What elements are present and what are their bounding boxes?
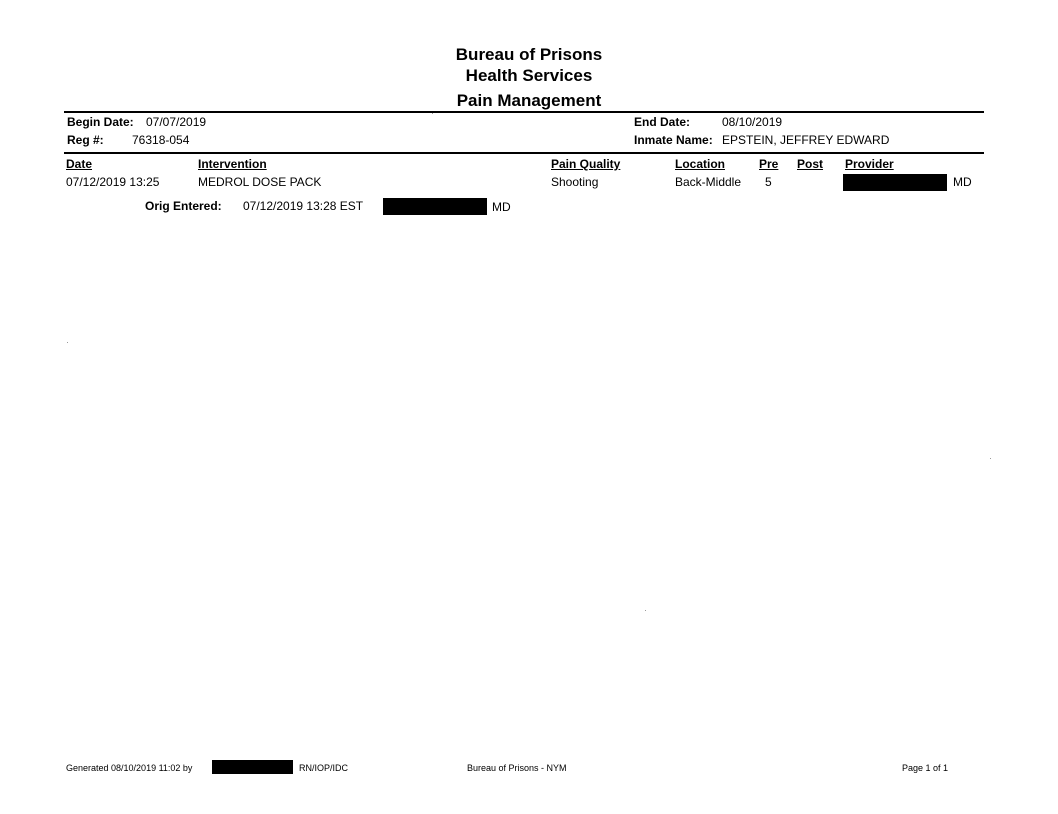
column-header-post: Post (797, 157, 824, 171)
end-date-label: End Date: (634, 115, 691, 129)
footer-facility: Bureau of Prisons - NYM (467, 763, 567, 773)
reg-number-value: 76318-054 (132, 133, 190, 147)
row-pre-score: 5 (765, 175, 772, 189)
orig-entered-label: Orig Entered: (145, 199, 222, 213)
inmate-name-label: Inmate Name: (634, 133, 713, 147)
row-pain-quality: Shooting (551, 175, 599, 189)
column-header-date: Date (66, 157, 93, 171)
row-location: Back-Middle (675, 175, 742, 189)
footer-role: RN/IOP/IDC (299, 763, 349, 773)
row-provider-suffix: MD (953, 175, 972, 189)
header-divider (64, 111, 984, 113)
column-header-provider: Provider (845, 157, 894, 171)
report-title: Pain Management (456, 91, 602, 110)
department-title: Health Services (465, 66, 593, 85)
row-intervention: MEDROL DOSE PACK (198, 175, 322, 189)
scan-speck (432, 113, 433, 114)
reg-number-label: Reg #: (67, 133, 104, 147)
column-header-pre: Pre (759, 157, 779, 171)
enterer-name-redaction (383, 198, 487, 215)
begin-date-value: 07/07/2019 (146, 115, 207, 129)
footer-generated: Generated 08/10/2019 11:02 by (66, 763, 193, 773)
inmate-name-value: EPSTEIN, JEFFREY EDWARD (722, 133, 890, 147)
row-date: 07/12/2019 13:25 (66, 175, 160, 189)
orig-entered-suffix: MD (492, 200, 511, 214)
orig-entered-value: 07/12/2019 13:28 EST (243, 199, 364, 213)
footer-page-number: Page 1 of 1 (902, 763, 949, 773)
begin-date-label: Begin Date: (67, 115, 134, 129)
end-date-value: 08/10/2019 (722, 115, 783, 129)
scan-speck (990, 458, 991, 459)
column-header-location: Location (675, 157, 725, 171)
scan-speck (645, 610, 646, 611)
agency-title: Bureau of Prisons (455, 45, 603, 64)
column-header-pain-quality: Pain Quality (551, 157, 621, 171)
scan-speck (67, 342, 68, 343)
meta-divider (64, 152, 984, 154)
provider-name-redaction (843, 174, 947, 191)
column-header-intervention: Intervention (198, 157, 267, 171)
generator-name-redaction (212, 760, 293, 774)
